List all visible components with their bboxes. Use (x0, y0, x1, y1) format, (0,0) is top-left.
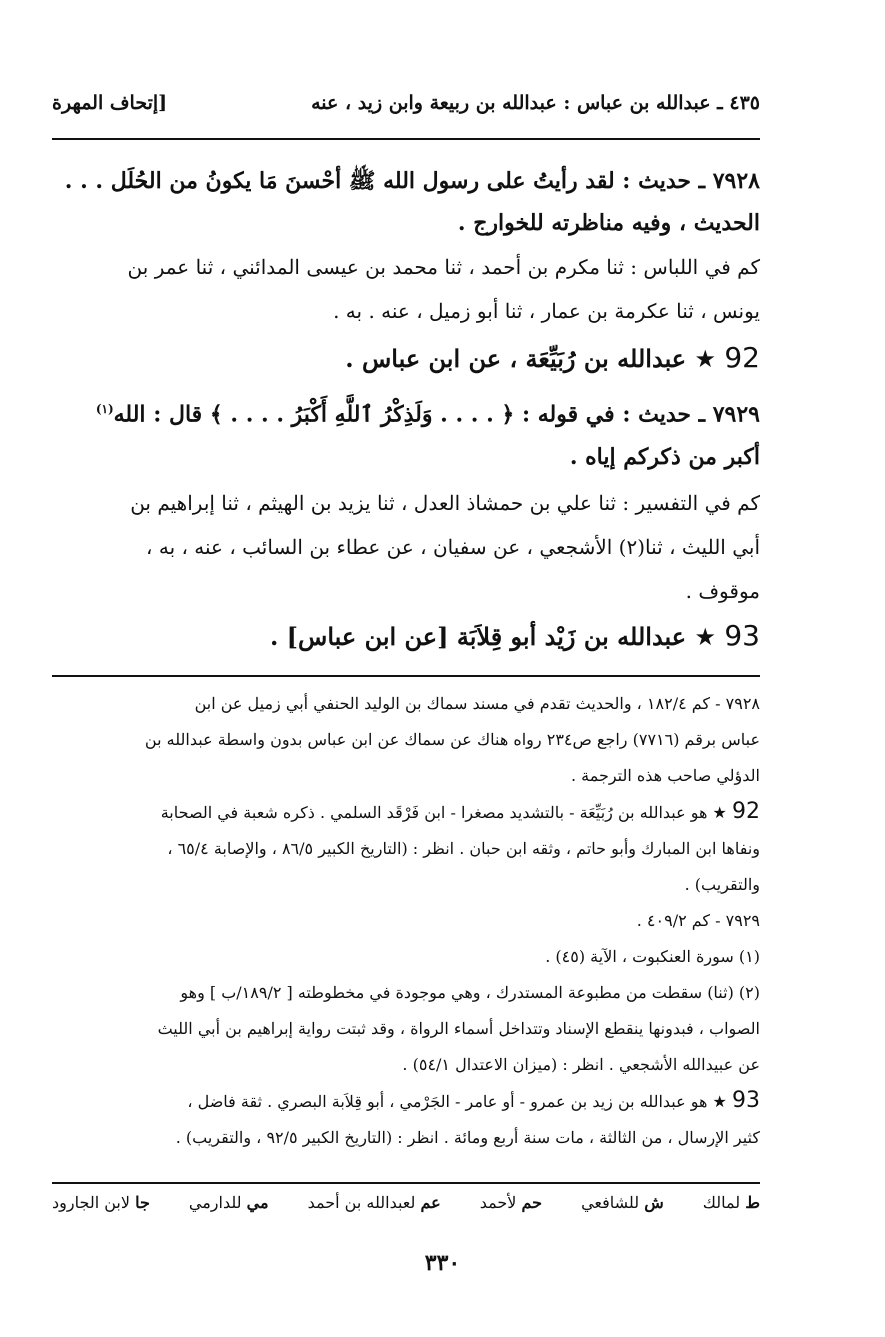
header-book-title: [إتحاف المهرة (52, 92, 168, 114)
footnote-ref-1: (١) (95, 402, 114, 416)
note-7928-line3: الدؤلي صاحب هذه الترجمة . (570, 766, 760, 785)
section-93-heading (52, 614, 760, 659)
section-92-number: 92 (724, 341, 760, 374)
page-number: ٣٣٠ (424, 1250, 461, 1276)
note-92-line2: ونفاها ابن المبارك وأبو حاتم ، وثقه ابن حبان . انظر : (التاريخ الكبير ٨٦/٥ ، والإصابة ٦٥/٤ ، (167, 839, 760, 858)
note-92-number: 92 (732, 799, 760, 824)
notes-section (52, 686, 760, 1156)
entry-7929-body-line3: موقوف . (685, 579, 760, 603)
note-93-line1 (52, 1083, 760, 1120)
notes-rule (52, 675, 760, 677)
entry-7928-body-line2: يونس ، ثنا عكرمة بن عمار ، ثنا أبو زميل ، عنه . به . (333, 299, 760, 323)
legend-item-jarud: جا لابن الجارود (52, 1193, 150, 1212)
footnote-1: (١) سورة العنكبوت ، الآية (٤٥) . (545, 947, 760, 966)
note-7928-line2: عباس برقم (٧٧١٦) راجع ص٢٣٤ رواه هناك عن سماك عن ابن عباس بدون واسطة عبدالله بن (144, 730, 760, 749)
legend-item-darimi: مي للدارمي (188, 1193, 269, 1212)
legend-item-shafii: ش للشافعي (581, 1193, 664, 1212)
note-93-text: هو عبدالله بن زيد بن عمرو - أو عامر - الجَرْمي ، أبو قِلاَبة البصري . ثقة فاضل ، (187, 1092, 708, 1111)
entry-7929-title (52, 386, 760, 437)
section-92-title: عبدالله بن رُبَيِّعَة ، عن ابن عباس . (345, 344, 687, 373)
star-icon: ★ (686, 345, 716, 373)
entry-7928-title-line1: ٧٩٢٨ ـ حديث : لقد رأيتُ على رسول الله ﷺ أحْسنَ مَا يكونُ من الحُلَل . . . (64, 168, 760, 194)
legend-item-ahmad: حم لأحمد (479, 1193, 543, 1212)
note-92-line1 (52, 794, 760, 831)
note-92-text: هو عبدالله بن رُبَيِّعَة - بالتشديد مصغرا - ابن فَرْقَد السلمي . ذكره شعبة في الصحابة (160, 803, 708, 822)
section-93-number: 93 (724, 619, 760, 652)
header-title: ٤٣٥ ـ عبدالله بن عباس : عبدالله بن ربيعة وابن زيد ، عنه (311, 92, 760, 114)
footnote-2-line1: (٢) (ثنا) سقطت من مطبوعة المستدرك ، وهي موجودة في مخطوطته [ ١٨٩/٢/ب ] وهو (180, 983, 760, 1002)
section-93-title: عبدالله بن زَيْد أبو قِلاَبَة [عن ابن عباس] . (269, 622, 687, 651)
entry-7929-title-line1: ٧٩٢٩ ـ حديث : في قوله : ﴿ . . . . وَلَذِكْرُ ٱللَّهِ أَكْبَرُ . . . . ﴾ قال : الله (113, 401, 760, 428)
footnote-2-line3: عن عبيدالله الأشجعي . انظر : (ميزان الاعتدال ٥٤/١) . (402, 1055, 760, 1074)
entry-7928-title-line2: الحديث ، وفيه مناظرته للخوارج . (457, 210, 760, 236)
abbreviation-legend (52, 1193, 760, 1212)
legend-item-malik: ط لمالك (702, 1193, 760, 1212)
legend-item-abdullah: عم لعبدالله بن أحمد (307, 1193, 441, 1212)
section-92-heading (52, 336, 760, 381)
entry-7928-body-line1: كم في اللباس : ثنا مكرم بن أحمد ، ثنا محمد بن عيسى المدائني ، ثنا عمر بن (127, 255, 760, 279)
note-93-line2: كثير الإرسال ، من الثالثة ، مات سنة أربع ومائة . انظر : (التاريخ الكبير ٩٢/٥ ، والتقريب) . (175, 1128, 760, 1147)
star-icon: ★ (707, 803, 727, 822)
entry-7929-title-line2: أكبر من ذكركم إياه . (569, 444, 760, 470)
entry-7929-body-line1: كم في التفسير : ثنا علي بن حمشاذ العدل ، ثنا يزيد بن الهيثم ، ثنا إبراهيم بن (130, 491, 760, 515)
star-icon: ★ (686, 623, 716, 651)
star-icon: ★ (707, 1092, 727, 1111)
footer-rule (52, 1182, 760, 1184)
footnote-2-line2: الصواب ، فبدونها ينقطع الإسناد وتتداخل أسماء الرواة ، وقد ثبتت رواية إبراهيم بن أبي الليث (157, 1019, 760, 1038)
entry-7929-body-line2: أبي الليث ، ثنا(٢) الأشجعي ، عن سفيان ، عن عطاء بن السائب ، عنه ، به ، (146, 535, 760, 559)
header-rule (52, 138, 760, 140)
note-7929: ٧٩٢٩ - كم ٤٠٩/٢ . (636, 911, 760, 930)
note-7928-line1: ٧٩٢٨ - كم ١٨٢/٤ ، والحديث تقدم في مسند سماك بن الوليد الحنفي أبي زميل عن ابن (194, 694, 760, 713)
note-93-number: 93 (732, 1088, 760, 1113)
entry-7928-title (52, 158, 760, 204)
note-92-line3: والتقريب) . (684, 875, 760, 894)
